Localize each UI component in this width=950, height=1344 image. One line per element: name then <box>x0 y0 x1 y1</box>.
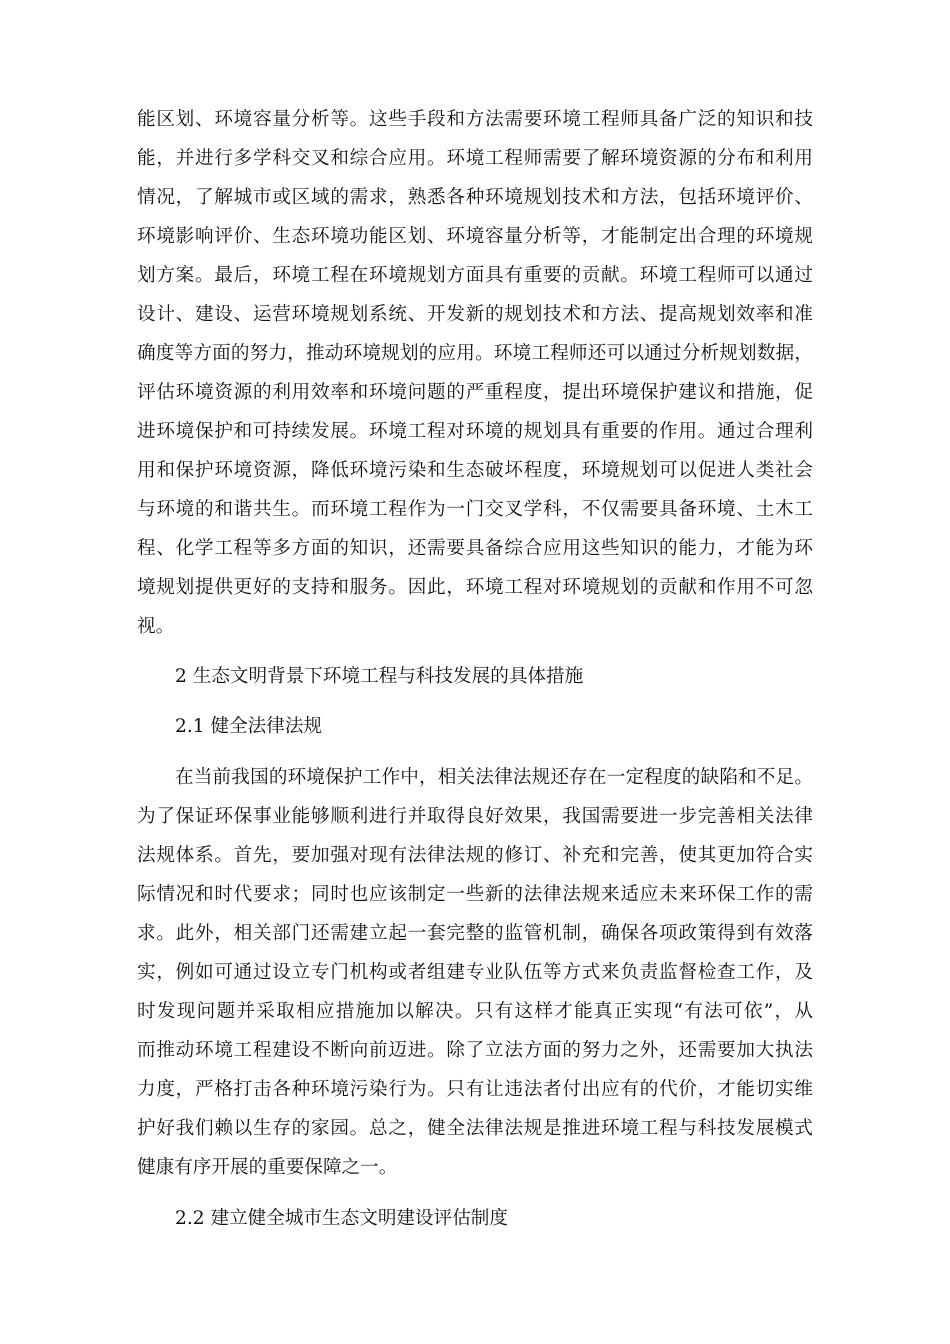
text-line: 而推动环境工程建设不断向前迈进。除了立法方面的努力之外，还需要加大执法 <box>137 1040 813 1061</box>
text-line: 时发现问题并采取相应措施加以解决。只有这样才能真正实现“有法可依”，从 <box>137 1001 813 1022</box>
text-line: 环境影响评价、生态环境功能区划、环境容量分析等，才能制定出合理的环境规 <box>137 226 813 247</box>
text-line: 护好我们赖以生存的家园。总之，健全法律法规是推进环境工程与科技发展模式 <box>137 1118 813 1139</box>
text-line: 视。 <box>137 616 175 637</box>
subsection-heading: 2.2 建立健全城市生态文明建设评估制度 <box>175 1208 508 1229</box>
text-line: 在当前我国的环境保护工作中，相关法律法规还存在一定程度的缺陷和不足。 <box>175 767 813 788</box>
text-line: 确度等方面的努力，推动环境规划的应用。环境工程师还可以通过分析规划数据， <box>137 343 813 364</box>
text-line: 评估环境资源的利用效率和环境问题的严重程度，提出环境保护建议和措施，促 <box>137 382 813 403</box>
text-line: 实，例如可通过设立专门机构或者组建专业队伍等方式来负责监督检查工作，及 <box>137 962 813 983</box>
text-line: 求。此外，相关部门还需建立起一套完整的监管机制，确保各项政策得到有效落 <box>137 923 813 944</box>
text-line: 用和保护环境资源，降低环境污染和生态破坏程度，环境规划可以促进人类社会 <box>137 460 813 481</box>
text-line: 境规划提供更好的支持和服务。因此，环境工程对环境规划的贡献和作用不可忽 <box>137 577 813 598</box>
text-line: 划方案。最后，环境工程在环境规划方面具有重要的贡献。环境工程师可以通过 <box>137 265 813 286</box>
text-line: 际情况和时代要求；同时也应该制定一些新的法律法规来适应未来环保工作的需 <box>137 884 813 905</box>
text-line: 设计、建设、运营环境规划系统、开发新的规划技术和方法、提高规划效率和准 <box>137 304 813 325</box>
subsection-heading: 2.1 健全法律法规 <box>175 716 323 737</box>
section-heading: 2 生态文明背景下环境工程与科技发展的具体措施 <box>175 666 584 687</box>
text-line: 法规体系。首先，要加强对现有法律法规的修订、补充和完善，使其更加符合实 <box>137 845 813 866</box>
text-line: 与环境的和谐共生。而环境工程作为一门交叉学科，不仅需要具备环境、土木工 <box>137 499 813 520</box>
text-line: 情况，了解城市或区域的需求，熟悉各种环境规划技术和方法，包括环境评价、 <box>137 187 813 208</box>
text-line: 能区划、环境容量分析等。这些手段和方法需要环境工程师具备广泛的知识和技 <box>137 109 813 130</box>
text-line: 健康有序开展的重要保障之一。 <box>137 1157 398 1178</box>
text-line: 程、化学工程等多方面的知识，还需要具备综合应用这些知识的能力，才能为环 <box>137 538 813 559</box>
text-line: 能，并进行多学科交叉和综合应用。环境工程师需要了解环境资源的分布和利用 <box>137 148 813 169</box>
text-line: 进环境保护和可持续发展。环境工程对环境的规划具有重要的作用。通过合理利 <box>137 421 813 442</box>
text-line: 为了保证环保事业能够顺利进行并取得良好效果，我国需要进一步完善相关法律 <box>137 806 813 827</box>
text-line: 力度，严格打击各种环境污染行为。只有让违法者付出应有的代价，才能切实维 <box>137 1079 813 1100</box>
